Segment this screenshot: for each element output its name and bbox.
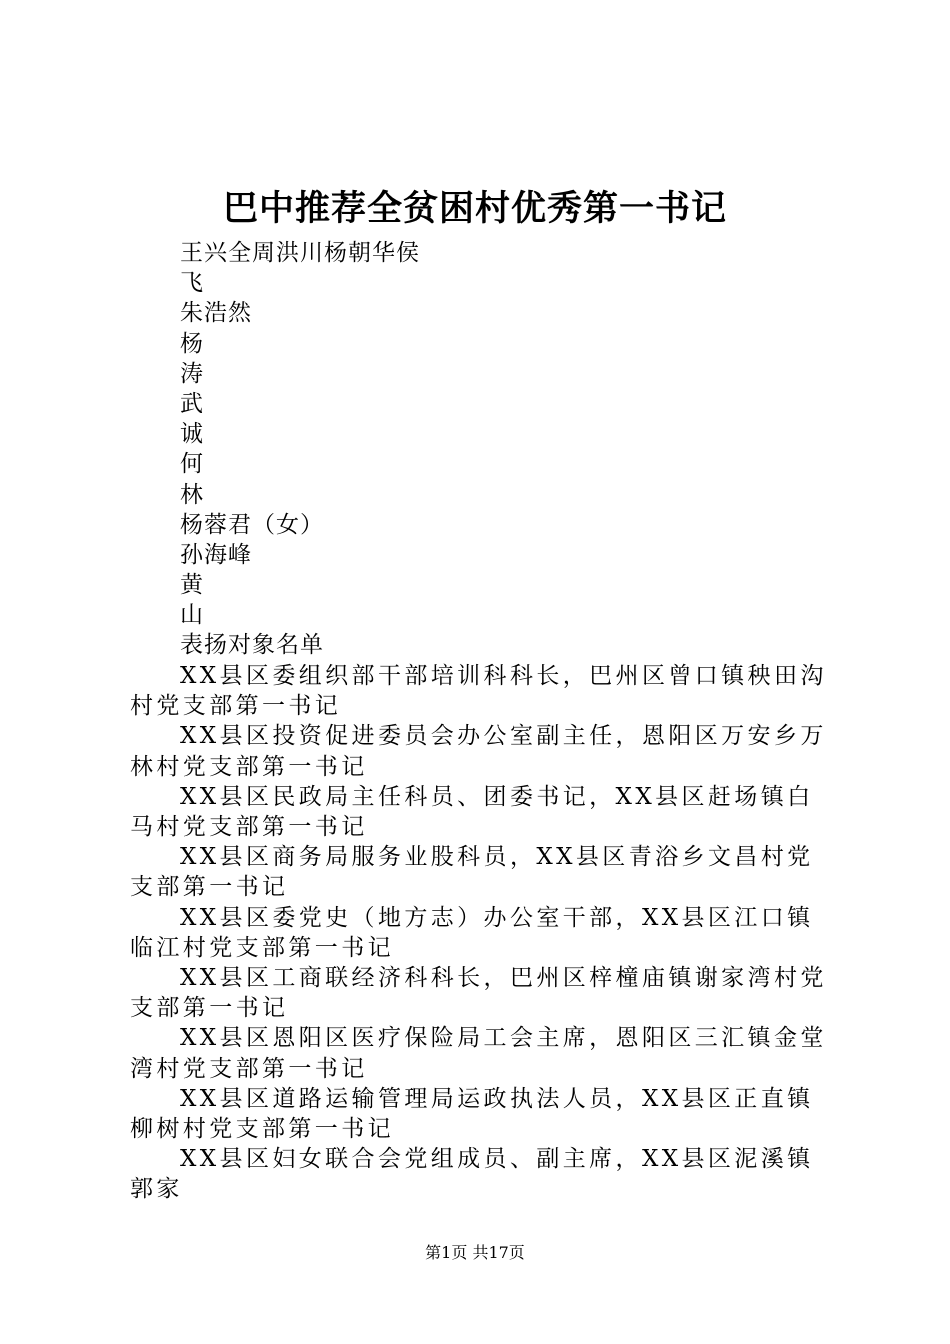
name-line: 诚 (180, 421, 204, 448)
name-line: 飞 (180, 270, 204, 297)
name-line: 林 (180, 481, 204, 508)
name-list (180, 238, 420, 661)
entry-list (130, 661, 830, 1205)
entry-paragraph: XX县区投资促进委员会办公室副主任，恩阳区万安乡万林村党支部第一书记 (130, 723, 827, 780)
name-line: 武 (180, 390, 204, 417)
document-title: 巴中推荐全贫困村优秀第一书记 (222, 188, 727, 229)
entry-paragraph: XX县区委组织部干部培训科科长，巴州区曾口镇秧田沟村党支部第一书记 (130, 663, 827, 720)
entry-paragraph: XX县区商务局服务业股科员，XX县区青浴乡文昌村党支部第一书记 (130, 844, 814, 901)
name-line: 杨蓉君（女） (180, 511, 324, 538)
name-line: 朱浩然 (180, 300, 252, 327)
section-heading: 表扬对象名单 (180, 632, 324, 659)
page-footer: 第1页 共17页 (425, 1243, 525, 1262)
name-line: 王兴全周洪川杨朝华侯 (180, 240, 420, 266)
entry-paragraph: XX县区道路运输管理局运政执法人员，XX县区正直镇柳树村党支部第一书记 (130, 1085, 814, 1143)
entry-paragraph: XX县区委党史（地方志）办公室干部，XX县区江口镇临江村党支部第一书记 (130, 904, 814, 961)
name-line: 黄 (180, 572, 204, 599)
entry-paragraph: XX县区恩阳区医疗保险局工会主席，恩阳区三汇镇金堂湾村党支部第一书记 (130, 1025, 827, 1082)
name-line: 孙海峰 (180, 541, 252, 568)
name-line: 杨 (180, 330, 204, 357)
name-line: 山 (180, 602, 204, 629)
name-line: 涛 (180, 360, 204, 387)
entry-paragraph: XX县区工商联经济科科长，巴州区梓橦庙镇谢家湾村党支部第一书记 (130, 965, 827, 1022)
entry-paragraph: XX县区民政局主任科员、团委书记，XX县区赶场镇白马村党支部第一书记 (130, 783, 814, 841)
name-line: 何 (180, 451, 204, 478)
entry-paragraph: XX县区妇女联合会党组成员、副主席，XX县区泥溪镇郭家 (130, 1146, 814, 1203)
